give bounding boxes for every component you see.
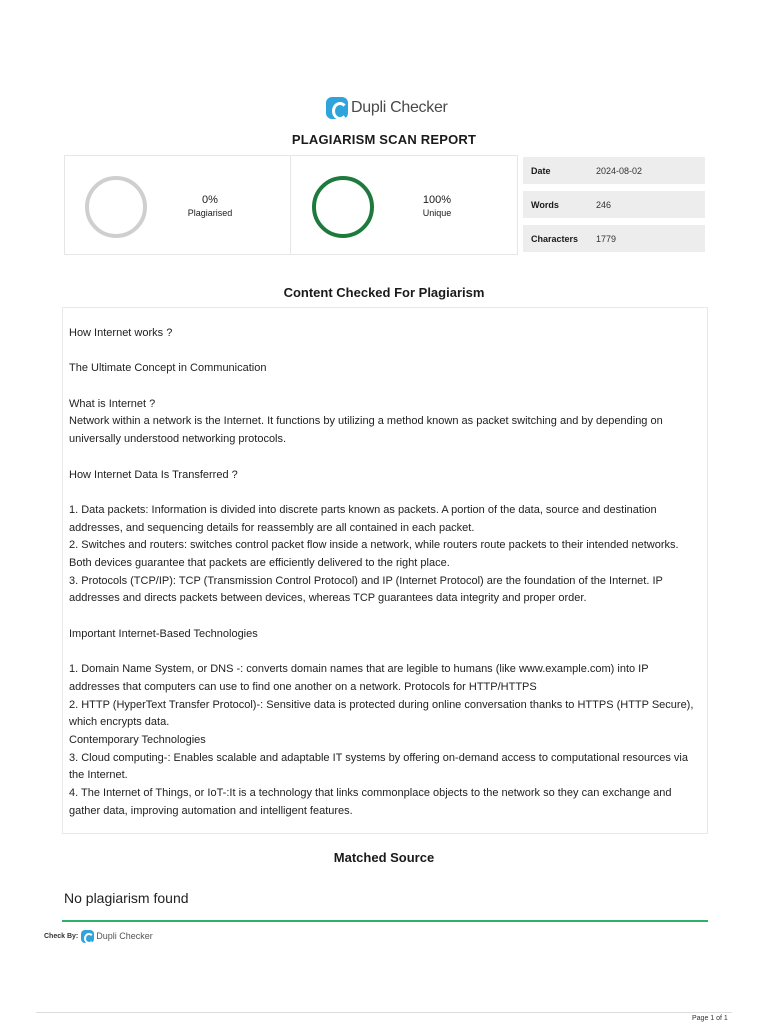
meta-words-label: Words [531, 199, 559, 210]
page-number: Page 1 of 1 [692, 1015, 728, 1022]
content-section-title: Content Checked For Plagiarism [283, 285, 485, 300]
content-line: Important Internet-Based Technologies [69, 627, 258, 640]
meta-characters-label: Characters [531, 233, 579, 244]
content-line: 1. Domain Name System, or DNS -: converts domain names that are legible to humans (like www.example.com) into IP addresses that computers can use to find one another on a network. Protocols for HTTP/HTTPS [69, 663, 649, 693]
meta-characters [523, 225, 705, 252]
content-line: Contemporary Technologies [69, 734, 206, 747]
blank-line [69, 343, 701, 361]
plagiarised-ring-icon [85, 176, 147, 238]
meta-date-value: 2024-08-02 [596, 165, 643, 176]
content-line: 3. Cloud computing-: Enables scalable and adaptable IT systems by offering on-demand access to computational resources via the Internet. [69, 751, 688, 782]
meta-characters-value: 1779 [596, 233, 617, 244]
content-line: 2. HTTP (HyperText Transfer Protocol)-: Sensitive data is protected during online conversation thanks to HTTPS (HTTP Secure), which encrypts data. [69, 698, 694, 729]
blank-line [69, 378, 701, 396]
duplichecker-small-logo-icon [81, 930, 94, 943]
content-line: 2. Switches and routers: switches control packet flow inside a network, while routers route packets to their intended networks. Both devices guarantee that packets are efficiently delivered to the right place. [69, 539, 679, 570]
content-line: 1. Data packets: Information is divided into discrete parts known as packets. A portion of the data, source and destination addresses, and sequencing details for reassembly are all contained in each packet. [69, 503, 657, 534]
duplichecker-logo-icon [326, 97, 348, 119]
meta-words-value: 246 [596, 199, 612, 210]
blank-line [69, 644, 701, 662]
content-line: How Internet Data Is Transferred ? [69, 468, 238, 481]
content-line: 3. Protocols (TCP/IP): TCP (Transmission Control Protocol) and IP (Internet Protocol) are the foundation of the Internet. IP addresses and directs packets between devices, whereas TCP guarantees data integrity and proper order. [69, 574, 663, 605]
brand-logo [326, 96, 448, 120]
content-line: What is Internet ? [69, 397, 156, 410]
plagiarised-percent: 0% [202, 194, 218, 206]
meta-date-label: Date [531, 165, 551, 176]
content-line: The Ultimate Concept in Communication [69, 362, 267, 375]
footer-divider [36, 1012, 732, 1013]
plagiarised-label: Plagiarised [187, 208, 233, 218]
check-by-brand: Dupli Checker [96, 931, 153, 941]
unique-label: Unique [422, 208, 452, 218]
blank-line [69, 449, 701, 467]
report-title: PLAGIARISM SCAN REPORT [291, 132, 477, 147]
meta-words [523, 191, 705, 218]
unique-score [292, 156, 518, 254]
content-line: 4. The Internet of Things, or IoT-:It is a technology that links commonplace objects to the network so they can exchange and gather data, improving automation and intelligent features. [69, 787, 672, 817]
check-by-label: Check By: [44, 932, 79, 940]
unique-ring-icon [312, 176, 374, 238]
blank-line [69, 484, 701, 502]
checked-content [62, 307, 708, 834]
plagiarised-score [65, 156, 291, 254]
score-panel [64, 155, 518, 255]
brand-name: Dupli Checker [351, 99, 448, 116]
matched-source-title: Matched Source [333, 850, 435, 865]
content-line: Network within a network is the Internet. It functions by utilizing a method known as packet switching and by depending on universally understood networking protocols. [69, 415, 663, 446]
blank-line [69, 608, 701, 626]
unique-percent: 100% [422, 194, 452, 206]
meta-date [523, 157, 705, 184]
check-by [44, 928, 153, 944]
content-line: How Internet works ? [69, 327, 173, 339]
matched-result: No plagiarism found [64, 890, 189, 906]
result-divider [62, 920, 708, 922]
